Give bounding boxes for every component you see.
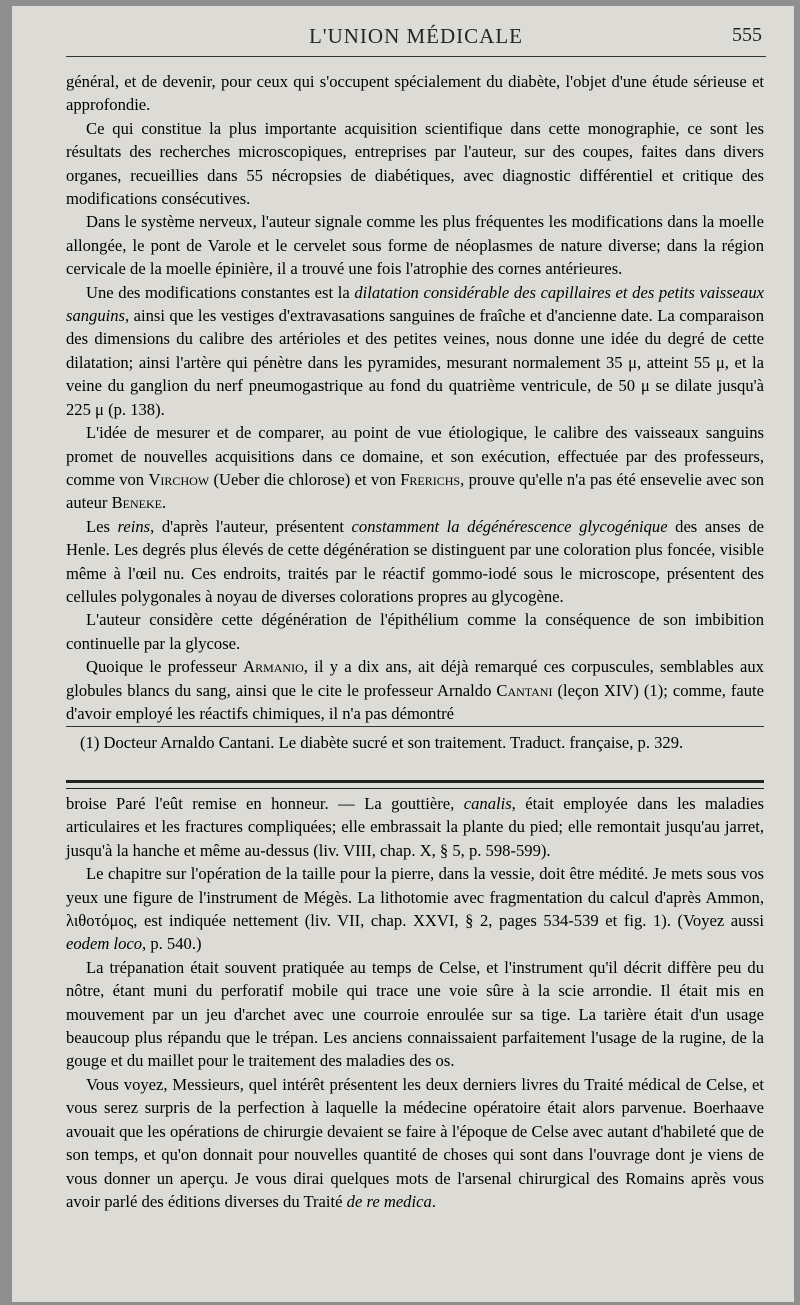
- footnote: [66, 732, 764, 754]
- paragraph: Une des modifications constantes est la dilatation considérable des capillaires et des petits vaisseaux sanguins, ainsi que les vestiges d'extravasations sanguines de fraîche et d'ancienne date. La comparaison des dimensions du calibre des artérioles et des petites veines, nous donne une idée du degré de cette dilatation; ainsi l'artère qui pénètre dans les pyramides, mesurant normalement 35 μ, atteint 55 μ, et la veine du ganglion du nerf pneumogastrique au fond du quatrième ventricule, de 50 μ se dilate jusqu'à 225 μ (p. 138).: [66, 282, 764, 419]
- footnote-text: (1) Docteur Arnaldo Cantani. Le diabète sucré et son traitement. Traduct. française, p. 329.: [80, 733, 684, 752]
- paragraph: L'idée de mesurer et de comparer, au point de vue étiologique, le calibre des vaisseaux sanguins promet de nouvelles acquisitions dans ce domaine, et son exécution, effectuée par des professeurs, comme von Virchow (Ueber die chlorose) et von Frerichs, prouve qu'elle n'a pas été ensevelie avec son auteur Beneke.: [66, 423, 764, 513]
- running-title: L'UNION MÉDICALE: [308, 24, 523, 48]
- paragraph: Dans le système nerveux, l'auteur signale comme les plus fréquentes les modifications dans la moelle allongée, le pont de Varole et le cervelet sous forme de néoplasmes de nature diverse; dans la région cervicale de la moelle épinière, il a trouvé une fois l'atrophie des cornes antérieures.: [66, 212, 764, 279]
- paragraph: Les reins, d'après l'auteur, présentent constamment la dégénérescence glycogénique des anses de Henle. Les degrés plus élevés de cette dégénération se distinguent par une coloration plus foncée, visible même à l'œil nu. Ces endroits, traités par le réactif gommo-iodé sous le microscope, présentent des cellules polygonales à noyau de diverses colorations propres au glycogène.: [66, 516, 764, 606]
- paragraph: Ce qui constitue la plus importante acquisition scientifique dans cette monographie, ce sont les résultats des recherches microscopiques, entreprises par l'auteur, sur des coupes, faites dans divers organes, recueillies dans 55 nécropsies de diabétiques, avec diagnostic différentiel et critique des modifications consécutives.: [66, 118, 764, 209]
- paragraph: Quoique le professeur Armanio, il y a dix ans, ait déjà remarqué ces corpuscules, semblables aux globules blancs du sang, ainsi que le cite le professeur Arnaldo Cantani (leçon XIV) (1); comme, faute d'avoir employé les réactifs chimiques, il n'a pas démontré: [66, 657, 764, 723]
- main-text-lower: [66, 792, 764, 1213]
- paragraph: général, et de devenir, pour ceux qui s'occupent spécialement du diabète, l'objet d'une étude sérieuse et approfondie.: [66, 72, 764, 115]
- paragraph: L'auteur considère cette dégénération de l'épithélium comme la conséquence de son imbibition continuelle par la glycose.: [66, 610, 764, 653]
- main-text-upper: [66, 70, 764, 725]
- page-number: 555: [732, 24, 762, 46]
- page-header: [66, 20, 766, 50]
- footnote-rule: [66, 726, 764, 727]
- paragraph: Vous voyez, Messieurs, quel intérêt présentent les deux derniers livres du Traité médical de Celse, et vous serez surpris de la perfection à laquelle la médecine opératoire était alors parvenue. Boerhaave avouait que les opérations de chirurgie devaient se faire à l'époque de Celse avec autant d'habileté que de son temps, et qu'on donnait pour nouvelles quantité de choses qui sont dans l'ouvrage dont je viens de vous donner un aperçu. Je vous dirai quelques mots de l'arsenal chirurgical des Romains après vous avoir parlé des éditions diverses du Traité de re medica.: [66, 1074, 764, 1211]
- paragraph: Le chapitre sur l'opération de la taille pour la pierre, dans la vessie, doit être médité. Je mets sous vos yeux une figure de l'instrument de Mégès. La lithotomie avec fragmentation du calcul d'après Ammon, λιθοτόμος, est indiquée nettement (liv. VII, chap. XXVI, § 2, pages 534-539 et fig. 1). (Voyez aussi eodem loco, p. 540.): [66, 864, 764, 954]
- paragraph: La trépanation était souvent pratiquée au temps de Celse, et l'instrument qu'il décrit diffère peu du nôtre, étant muni du perforatif mobile qui trace une voie sûre à la scie arrondie. Il était mis en mouvement par un jeu d'archet avec une courroie enroulée sur sa tige. La tarière était d'un usage beaucoup plus répandu que le trépan. Les anciens connaissaient parfaitement l'usage de la rugine, de la gouge et du maillet pour le traitement des maladies des os.: [66, 957, 764, 1071]
- section-divider: [66, 780, 764, 789]
- header-rule: [66, 56, 766, 57]
- paragraph: broise Paré l'eût remise en honneur. — La gouttière, canalis, était employée dans les maladies articulaires et les fractures compliquées; elle embrassait la plante du pied; elle remontait jusqu'au jarret, jusqu'à la hanche et même au-dessus (liv. VIII, chap. X, § 5, p. 598-599).: [66, 794, 764, 860]
